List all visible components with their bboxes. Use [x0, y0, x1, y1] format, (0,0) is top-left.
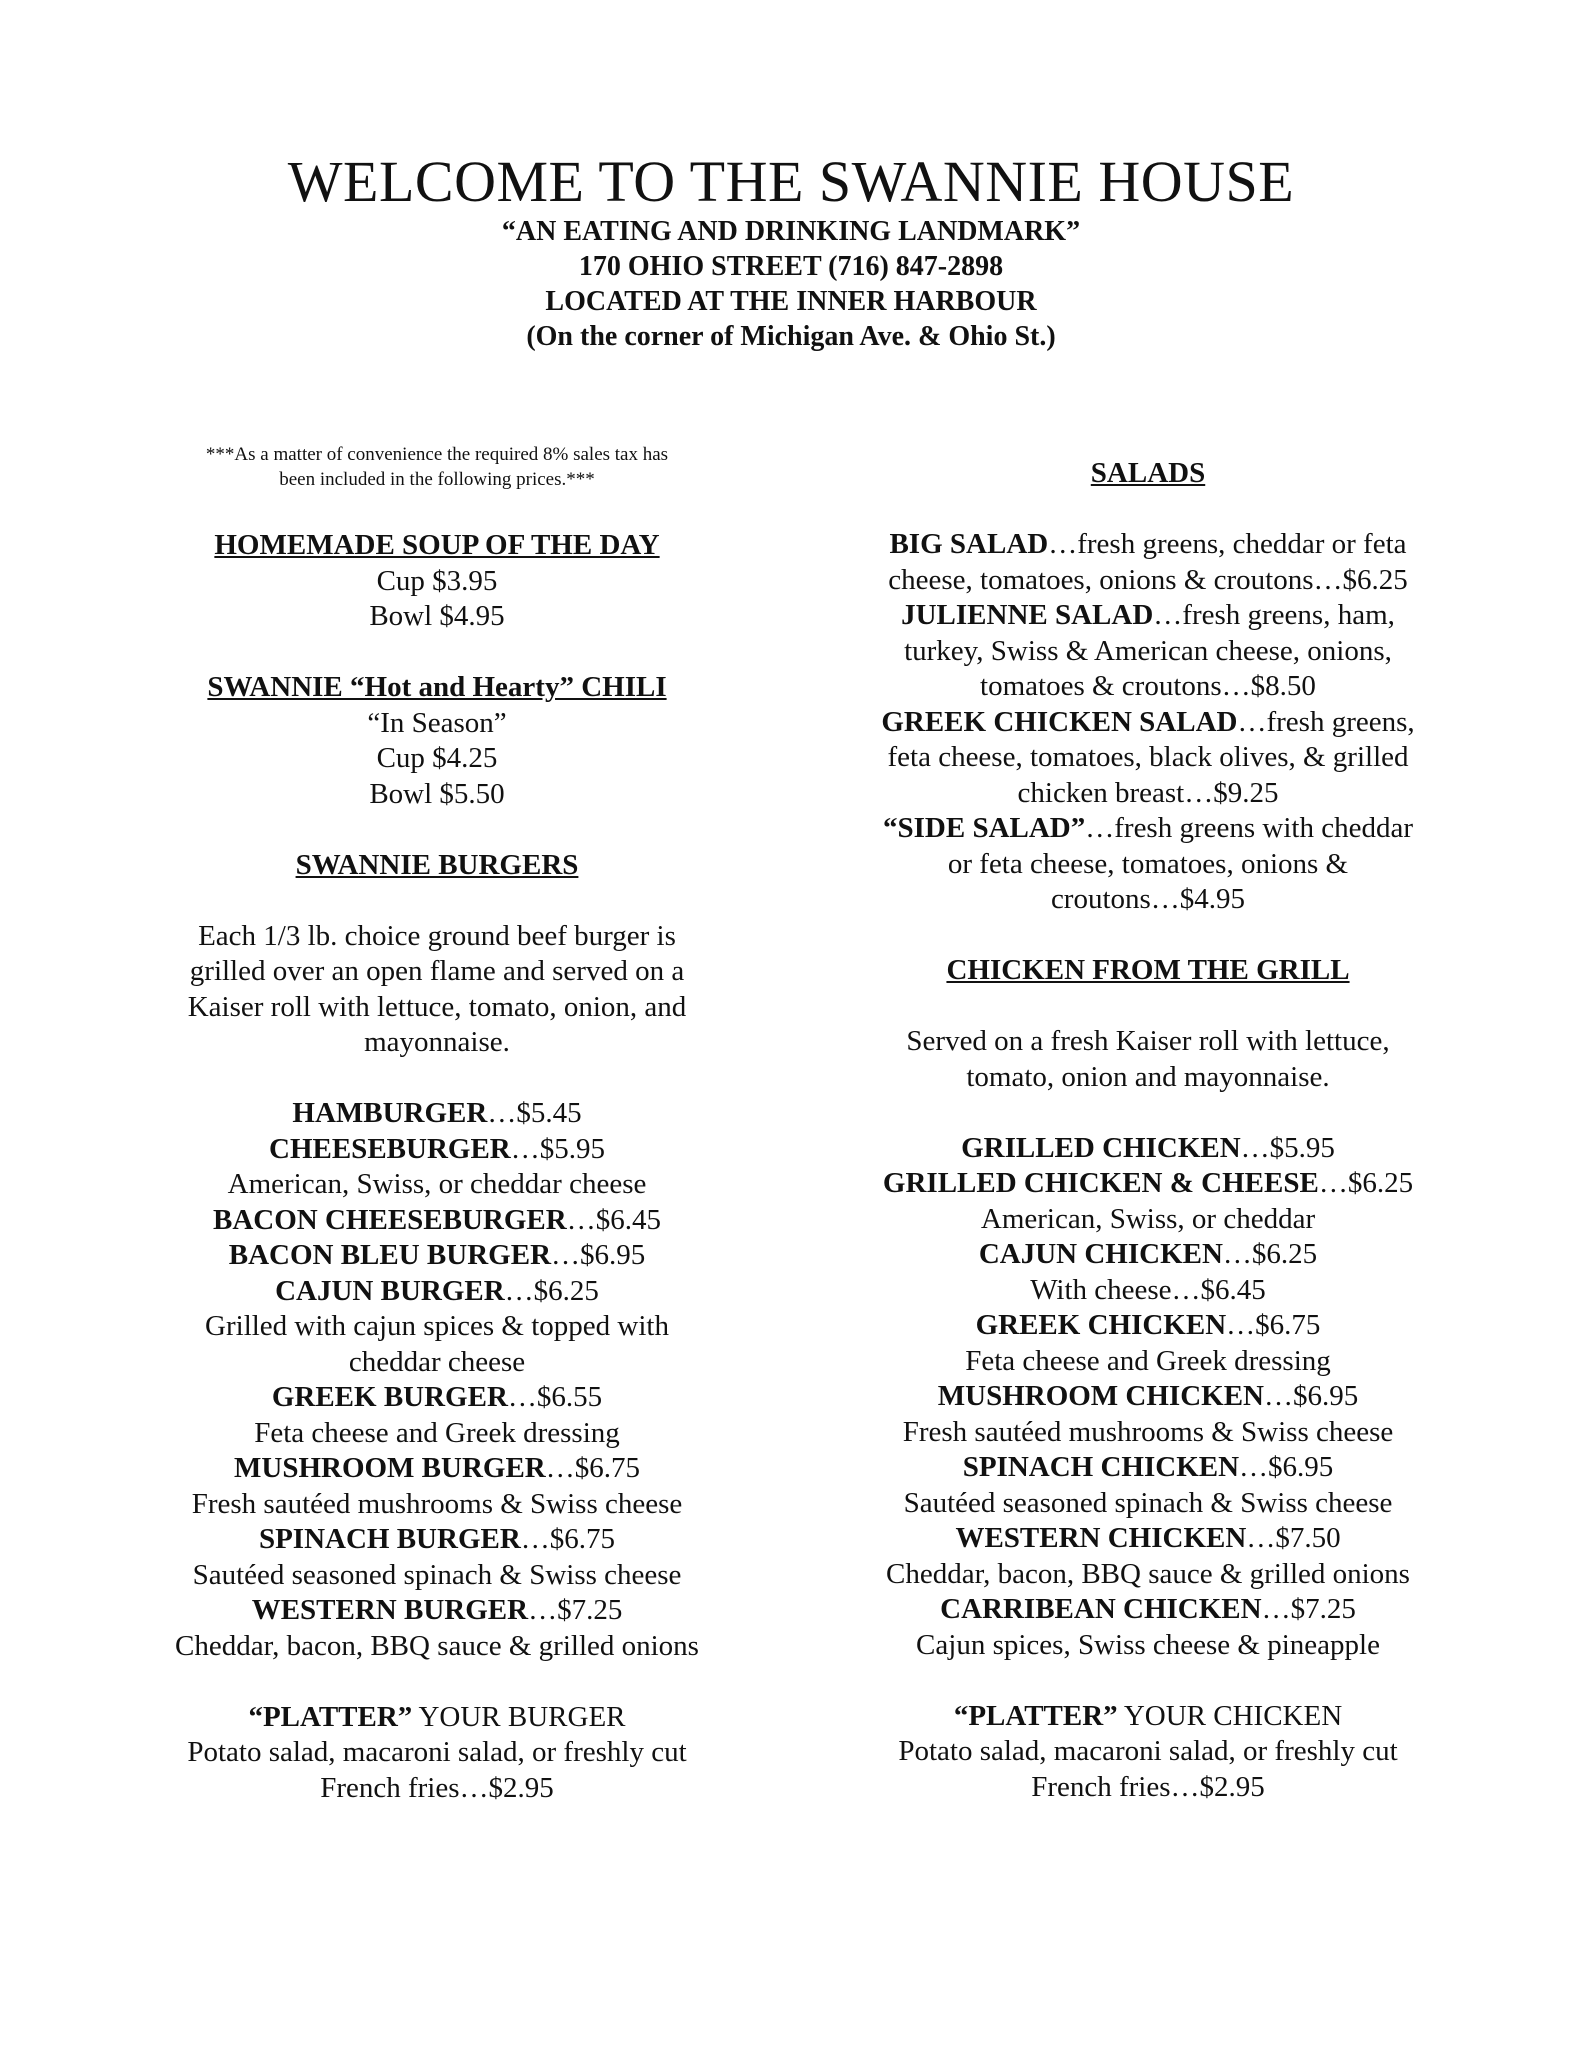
item-name: BACON CHEESEBURGER — [213, 1203, 567, 1236]
salad-name: JULIENNE SALAD — [901, 599, 1154, 631]
tagline: “AN EATING AND DRINKING LANDMARK” — [501, 216, 1081, 247]
section-heading-chicken: CHICKEN FROM THE GRILL — [946, 954, 1350, 986]
soup-section — [150, 528, 724, 635]
description-line: Each 1/3 lb. choice ground beef burger is — [198, 919, 676, 952]
item-price: …$6.55 — [507, 1381, 603, 1413]
address: 170 OHIO STREET (716) 847-2898 — [578, 251, 1004, 282]
item-description: Feta cheese and Greek dressing — [965, 1344, 1331, 1377]
salad-text: …fresh greens, — [1237, 705, 1415, 738]
chili-cup-price: Cup $4.25 — [376, 742, 498, 774]
menu-item — [150, 1132, 724, 1168]
platter-label: “PLATTER” — [248, 1700, 413, 1733]
salad-text: or feta cheese, tomatoes, onions & — [947, 847, 1349, 880]
menu-item — [848, 1379, 1448, 1415]
salad-line — [848, 811, 1448, 847]
item-name: GRILLED CHICKEN & CHEESE — [882, 1167, 1319, 1199]
item-description: Sautéed seasoned spinach & Swiss cheese — [192, 1558, 682, 1591]
salad-text: feta cheese, tomatoes, black olives, & grilled — [887, 741, 1409, 773]
item-name: GRILLED CHICKEN — [961, 1131, 1241, 1164]
item-price: …$6.75 — [520, 1523, 616, 1555]
description-line: mayonnaise. — [364, 1026, 510, 1058]
item-name: WESTERN BURGER — [251, 1594, 529, 1626]
soup-bowl-price: Bowl $4.95 — [369, 600, 505, 632]
item-name: CHEESEBURGER — [269, 1132, 511, 1165]
item-price: …$7.25 — [1261, 1593, 1356, 1625]
item-price: …$6.95 — [1264, 1380, 1359, 1412]
salad-text: …fresh greens, ham, — [1153, 599, 1395, 631]
menu-item — [150, 1380, 724, 1416]
platter-title-rest: YOUR CHICKEN — [1117, 1699, 1343, 1732]
item-price: …$7.50 — [1246, 1522, 1341, 1554]
menu-item — [150, 1593, 724, 1629]
platter-price: French fries…$2.95 — [320, 1771, 554, 1804]
menu-item — [848, 1592, 1448, 1628]
chicken-items-list — [848, 1131, 1448, 1664]
chili-section — [150, 670, 724, 812]
item-price: …$5.95 — [510, 1132, 605, 1165]
item-price: …$6.45 — [566, 1203, 661, 1236]
location: LOCATED AT THE INNER HARBOUR — [545, 286, 1037, 317]
menu-item — [150, 1096, 724, 1132]
salad-text: turkey, Swiss & American cheese, onions, — [904, 634, 1392, 667]
menu-item — [150, 1274, 724, 1310]
item-description: With cheese…$6.45 — [1030, 1273, 1266, 1306]
item-name: BACON BLEU BURGER — [228, 1239, 552, 1271]
salads-section — [848, 456, 1448, 918]
chili-season: “In Season” — [367, 706, 507, 739]
section-heading-chili: SWANNIE “Hot and Hearty” CHILI — [207, 671, 667, 703]
item-name: GREEK BURGER — [271, 1381, 508, 1413]
menu-header — [0, 150, 1582, 354]
salad-name: “SIDE SALAD” — [883, 812, 1086, 844]
salad-line — [848, 634, 1448, 670]
item-name: CAJUN BURGER — [275, 1274, 505, 1307]
platter-price: French fries…$2.95 — [1031, 1770, 1265, 1803]
item-name: SPINACH CHICKEN — [962, 1451, 1240, 1483]
item-price: …$6.75 — [545, 1452, 640, 1484]
menu-item — [848, 1166, 1448, 1202]
item-name: HAMBURGER — [292, 1097, 488, 1129]
item-name: MUSHROOM CHICKEN — [937, 1380, 1264, 1412]
tax-note — [150, 442, 724, 492]
item-price: …$5.45 — [487, 1097, 582, 1129]
salad-line — [848, 598, 1448, 634]
page-title: WELCOME TO THE SWANNIE HOUSE — [287, 149, 1295, 214]
item-name: MUSHROOM BURGER — [234, 1452, 546, 1484]
salad-text: chicken breast…$9.25 — [1017, 776, 1279, 809]
salad-item — [848, 705, 1448, 812]
item-name: WESTERN CHICKEN — [955, 1522, 1247, 1554]
item-price: …$6.95 — [1239, 1451, 1334, 1483]
burgers-description — [150, 919, 724, 1061]
salad-line — [848, 776, 1448, 812]
menu-item — [848, 1237, 1448, 1273]
item-name: CARRIBEAN CHICKEN — [940, 1593, 1262, 1625]
item-description: Sautéed seasoned spinach & Swiss cheese — [903, 1486, 1393, 1519]
menu-item — [150, 1203, 724, 1239]
platter-sides: Potato salad, macaroni salad, or freshly cut — [898, 1735, 1398, 1767]
description-line: grilled over an open flame and served on a — [189, 955, 685, 987]
chicken-platter — [848, 1699, 1448, 1806]
burgers-section — [150, 848, 724, 1807]
salad-text: croutons…$4.95 — [1050, 883, 1246, 915]
salad-line — [848, 669, 1448, 705]
item-price: …$6.75 — [1226, 1309, 1321, 1341]
menu-item — [848, 1131, 1448, 1167]
salad-text: …fresh greens, cheddar or feta — [1048, 528, 1407, 560]
item-price: …$7.25 — [528, 1594, 623, 1626]
item-description: Fresh sautéed mushrooms & Swiss cheese — [191, 1487, 683, 1520]
platter-label: “PLATTER” — [953, 1699, 1118, 1732]
description-line: Served on a fresh Kaiser roll with lettuce, — [906, 1025, 1390, 1057]
section-heading-salads: SALADS — [1090, 457, 1206, 489]
menu-item — [150, 1451, 724, 1487]
menu-item — [848, 1521, 1448, 1557]
salad-name: BIG SALAD — [889, 528, 1049, 560]
item-name: CAJUN CHICKEN — [978, 1238, 1223, 1270]
menu-item — [150, 1238, 724, 1274]
burger-items-list — [150, 1096, 724, 1664]
item-price: …$6.25 — [1222, 1238, 1318, 1270]
item-description: Cheddar, bacon, BBQ sauce & grilled onions — [886, 1557, 1410, 1590]
item-price: …$6.25 — [504, 1274, 599, 1307]
menu-item — [150, 1522, 724, 1558]
item-description: Grilled with cajun spices & topped with — [205, 1310, 669, 1342]
left-column — [150, 442, 724, 1806]
item-name: GREEK CHICKEN — [975, 1309, 1227, 1341]
section-heading-burgers: SWANNIE BURGERS — [295, 848, 579, 881]
salad-line — [848, 740, 1448, 776]
salad-text: cheese, tomatoes, onions & croutons…$6.25 — [888, 563, 1408, 596]
salad-line — [848, 563, 1448, 599]
tax-note-line: been included in the following prices.*** — [279, 469, 595, 490]
menu-item — [848, 1450, 1448, 1486]
platter-sides: Potato salad, macaroni salad, or freshly cut — [187, 1736, 687, 1768]
item-price: …$5.95 — [1240, 1131, 1335, 1164]
item-description: Cheddar, bacon, BBQ sauce & grilled onions — [175, 1629, 699, 1662]
burger-platter — [150, 1700, 724, 1807]
corner-location: (On the corner of Michigan Ave. & Ohio St.) — [526, 321, 1056, 352]
item-description: Fresh sautéed mushrooms & Swiss cheese — [902, 1415, 1394, 1448]
soup-cup-price: Cup $3.95 — [376, 564, 498, 597]
chicken-section — [848, 953, 1448, 1805]
section-heading-soup: HOMEMADE SOUP OF THE DAY — [214, 529, 660, 561]
platter-title-rest: YOUR BURGER — [412, 1700, 626, 1733]
item-description: American, Swiss, or cheddar — [980, 1202, 1316, 1235]
item-description: Feta cheese and Greek dressing — [254, 1416, 620, 1449]
salad-name: GREEK CHICKEN SALAD — [881, 705, 1238, 738]
salad-line — [848, 705, 1448, 741]
item-description: cheddar cheese — [348, 1345, 526, 1378]
item-description: Cajun spices, Swiss cheese & pineapple — [916, 1628, 1380, 1661]
item-description: American, Swiss, or cheddar cheese — [227, 1168, 647, 1200]
item-price: …$6.95 — [551, 1239, 646, 1271]
salad-line — [848, 847, 1448, 883]
menu-item — [848, 1308, 1448, 1344]
salad-text: tomatoes & croutons…$8.50 — [980, 670, 1316, 702]
right-column — [848, 456, 1448, 1805]
chicken-description — [848, 1024, 1448, 1095]
description-line: tomato, onion and mayonnaise. — [966, 1060, 1330, 1093]
salad-item — [848, 811, 1448, 918]
description-line: Kaiser roll with lettuce, tomato, onion, and — [187, 990, 687, 1023]
salad-items-list — [848, 527, 1448, 918]
salad-text: …fresh greens with cheddar — [1085, 812, 1413, 844]
salad-item — [848, 527, 1448, 598]
chili-bowl-price: Bowl $5.50 — [369, 777, 505, 810]
salad-item — [848, 598, 1448, 705]
salad-line — [848, 527, 1448, 563]
tax-note-line: ***As a matter of convenience the required 8% sales tax has — [205, 444, 669, 465]
item-name: SPINACH BURGER — [258, 1523, 521, 1555]
item-price: …$6.25 — [1318, 1167, 1414, 1199]
salad-line — [848, 882, 1448, 918]
